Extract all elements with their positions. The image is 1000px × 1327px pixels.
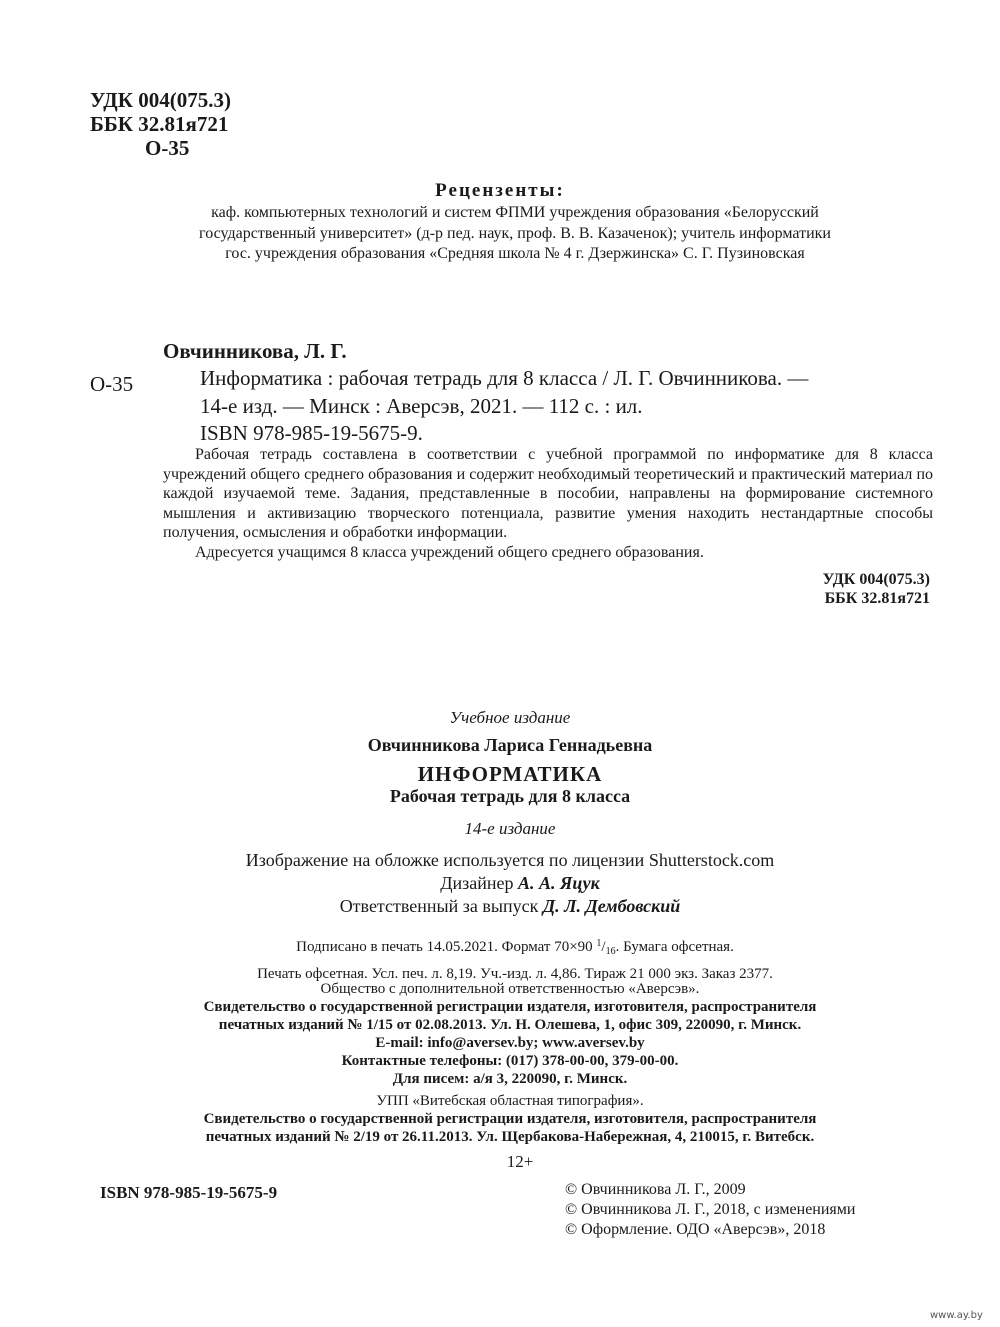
udk-code-right: УДК 004(075.3) [822, 571, 930, 588]
publisher-contacts: E-mail: info@aversev.by; www.aversev.by [375, 1035, 645, 1051]
copyright-block [565, 1180, 855, 1240]
print-info-line: Подписано в печать 14.05.2021. Формат 70×90 $^1/_{16}$. Бумага офсетная. [296, 938, 734, 957]
image-license: Изображение на обложке используется по лицензии Shutterstock.com [245, 850, 775, 870]
publisher-info [0, 980, 1000, 1088]
format-denominator: 16 [605, 946, 616, 957]
biblio-line: Информатика : рабочая тетрадь для 8 класса / Л. Г. Овчинникова. — [200, 366, 809, 390]
reviewers-heading: Рецензенты: [435, 180, 565, 201]
author-heading: Овчинникова, Л. Г. [163, 339, 347, 363]
responsible-label: Ответственный за выпуск [339, 896, 539, 916]
annotation [163, 445, 933, 562]
edition-number: 14-е издание [464, 819, 556, 838]
annotation-text: Рабочая тетрадь составлена в соответствии с учебной программой по информатике для 8 класса учреждений общего среднего образования и содержит необходимый теоретический и практический материал по каждой изучаемой теме. Задания, представленные в пособии, направлены на формирование системного мышления и активизацию творческого потенциала, развитие умения находить нестандартные способы получения, осмысления и обработки информации. [163, 446, 933, 541]
classification-right [760, 570, 930, 608]
designer-line [0, 873, 1000, 894]
paper-type: . Бумага офсетная. [615, 939, 734, 955]
printer-info [0, 1092, 1000, 1146]
reviewers-line: гос. учреждения образования «Средняя школа № 4 г. Дзержинска» С. Г. Пузиновская [225, 245, 805, 262]
copyright-line: © Овчинникова Л. Г., 2018, с изменениями [565, 1201, 856, 1218]
publisher-mail: Для писем: а/я 3, 220090, г. Минск. [392, 1071, 628, 1087]
printer-line: Свидетельство о государственной регистрации издателя, изготовителя, распространителя [203, 1111, 817, 1127]
classification-block [90, 88, 231, 160]
print-signed-format: Подписано в печать 14.05.2021. Формат 70×90 [296, 939, 593, 955]
author-full-name: Овчинникова Лариса Геннадьевна [367, 735, 653, 755]
biblio-line: 14-е изд. — Минск : Аверсэв, 2021. — 112 с. : ил. [200, 393, 643, 418]
designer-label: Дизайнер [440, 873, 514, 893]
publisher-phones: Контактные телефоны: (017) 378-00-00, 379-00-00. [341, 1053, 679, 1069]
responsible-name: Д. Л. Дембовский [542, 896, 681, 916]
publisher-line: печатных изданий № 1/15 от 02.08.2013. Ул. Н. Олешева, 1, офис 309, 220090, г. Минск. [218, 1017, 802, 1033]
isbn-footer: ISBN 978-985-19-5675-9 [100, 1183, 278, 1202]
catalog-author-mark: О-35 [90, 372, 134, 396]
publisher-line: Свидетельство о государственной регистрации издателя, изготовителя, распространителя [203, 999, 817, 1015]
bibliographic-description [200, 365, 808, 448]
watermark: www.ay.by [930, 1310, 983, 1321]
printer-line: УПП «Витебская областная типография». [376, 1093, 644, 1109]
age-rating: 12+ [506, 1152, 534, 1171]
annotation-audience: Адресуется учащимся 8 класса учреждений общего среднего образования. [195, 543, 704, 561]
reviewers-line: каф. компьютерных технологий и систем ФПМИ учреждения образования «Белорусский [211, 204, 819, 221]
format-numerator: 1 [596, 938, 602, 949]
bbk-code-right: ББК 32.81я721 [824, 590, 930, 607]
printer-line: печатных изданий № 2/19 от 26.11.2013. Ул. Щербакова-Набережная, 4, 210015, г. Витебск. [205, 1129, 815, 1145]
bbk-code: ББК 32.81я721 [90, 112, 229, 136]
reviewers-text [120, 203, 910, 265]
author-mark: О-35 [145, 136, 190, 160]
book-title: ИНФОРМАТИКА [417, 762, 603, 786]
print-info-line: Печать офсетная. Усл. печ. л. 8,19. Уч.-изд. л. 4,86. Тираж 21 000 экз. Заказ 2377. [257, 966, 773, 982]
designer-name: А. А. Яцук [518, 873, 600, 893]
copyright-line: © Оформление. ОДО «Аверсэв», 2018 [565, 1221, 826, 1238]
edition-type: Учебное издание [449, 708, 571, 727]
publisher-line: Общество с дополнительной ответственностью «Аверсэв». [320, 981, 700, 997]
copyright-line: © Овчинникова Л. Г., 2009 [565, 1181, 746, 1198]
biblio-isbn: ISBN 978-985-19-5675-9. [200, 421, 423, 445]
udk-code: УДК 004(075.3) [90, 88, 231, 112]
book-subtitle: Рабочая тетрадь для 8 класса [389, 786, 631, 806]
reviewers-line: государственный университет» (д-р пед. наук, проф. В. В. Казаченок); учитель информатики [199, 224, 831, 242]
print-info [0, 933, 1000, 985]
responsible-line [0, 896, 1000, 917]
